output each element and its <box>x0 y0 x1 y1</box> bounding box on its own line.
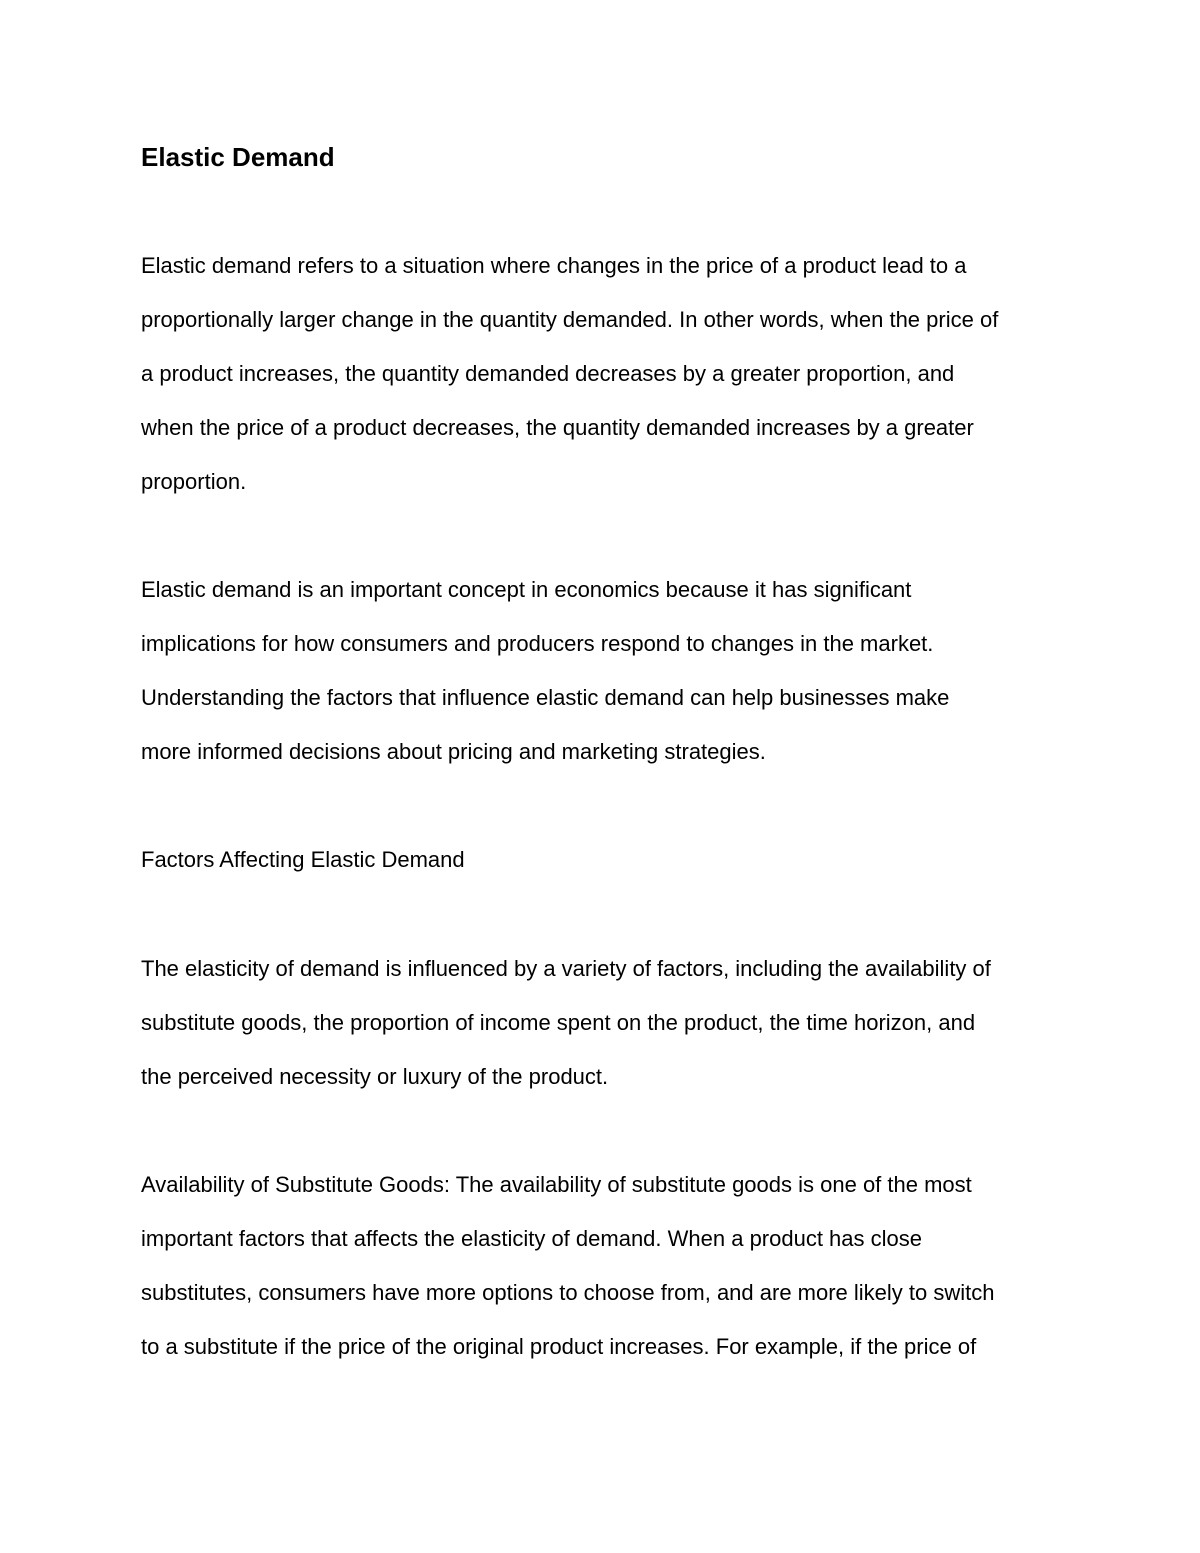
paragraph-2-line-2: implications for how consumers and producers respond to changes in the market. <box>141 631 934 656</box>
paragraph-4-line-4: to a substitute if the price of the original product increases. For example, if the price of <box>141 1334 977 1359</box>
paragraph-2-line-3: Understanding the factors that influence elastic demand can help businesses make <box>141 685 950 710</box>
paragraph-4-line-3: substitutes, consumers have more options to choose from, and are more likely to switch <box>141 1280 995 1305</box>
paragraph-3-line-3: the perceived necessity or luxury of the product. <box>141 1064 609 1089</box>
paragraph-4-line-1: Availability of Substitute Goods: The availability of substitute goods is one of the most <box>141 1172 972 1197</box>
paragraph-2-line-1: Elastic demand is an important concept in economics because it has significant <box>141 577 912 602</box>
paragraph-1-line-4: when the price of a product decreases, the quantity demanded increases by a greater <box>141 415 974 440</box>
paragraph-1-line-5: proportion. <box>141 469 247 494</box>
paragraph-3-line-1: The elasticity of demand is influenced by a variety of factors, including the availability of <box>141 956 991 981</box>
paragraph-4-line-2: important factors that affects the elasticity of demand. When a product has close <box>141 1226 922 1251</box>
paragraph-1-line-2: proportionally larger change in the quantity demanded. In other words, when the price of <box>141 307 999 332</box>
paragraph-3-line-2: substitute goods, the proportion of income spent on the product, the time horizon, and <box>141 1010 976 1035</box>
paragraph-2-line-4: more informed decisions about pricing and marketing strategies. <box>141 739 766 764</box>
document-title: Elastic Demand <box>141 142 335 172</box>
section-heading: Factors Affecting Elastic Demand <box>141 847 465 872</box>
paragraph-1-line-3: a product increases, the quantity demanded decreases by a greater proportion, and <box>141 361 955 386</box>
paragraph-1-line-1: Elastic demand refers to a situation where changes in the price of a product lead to a <box>141 253 967 278</box>
